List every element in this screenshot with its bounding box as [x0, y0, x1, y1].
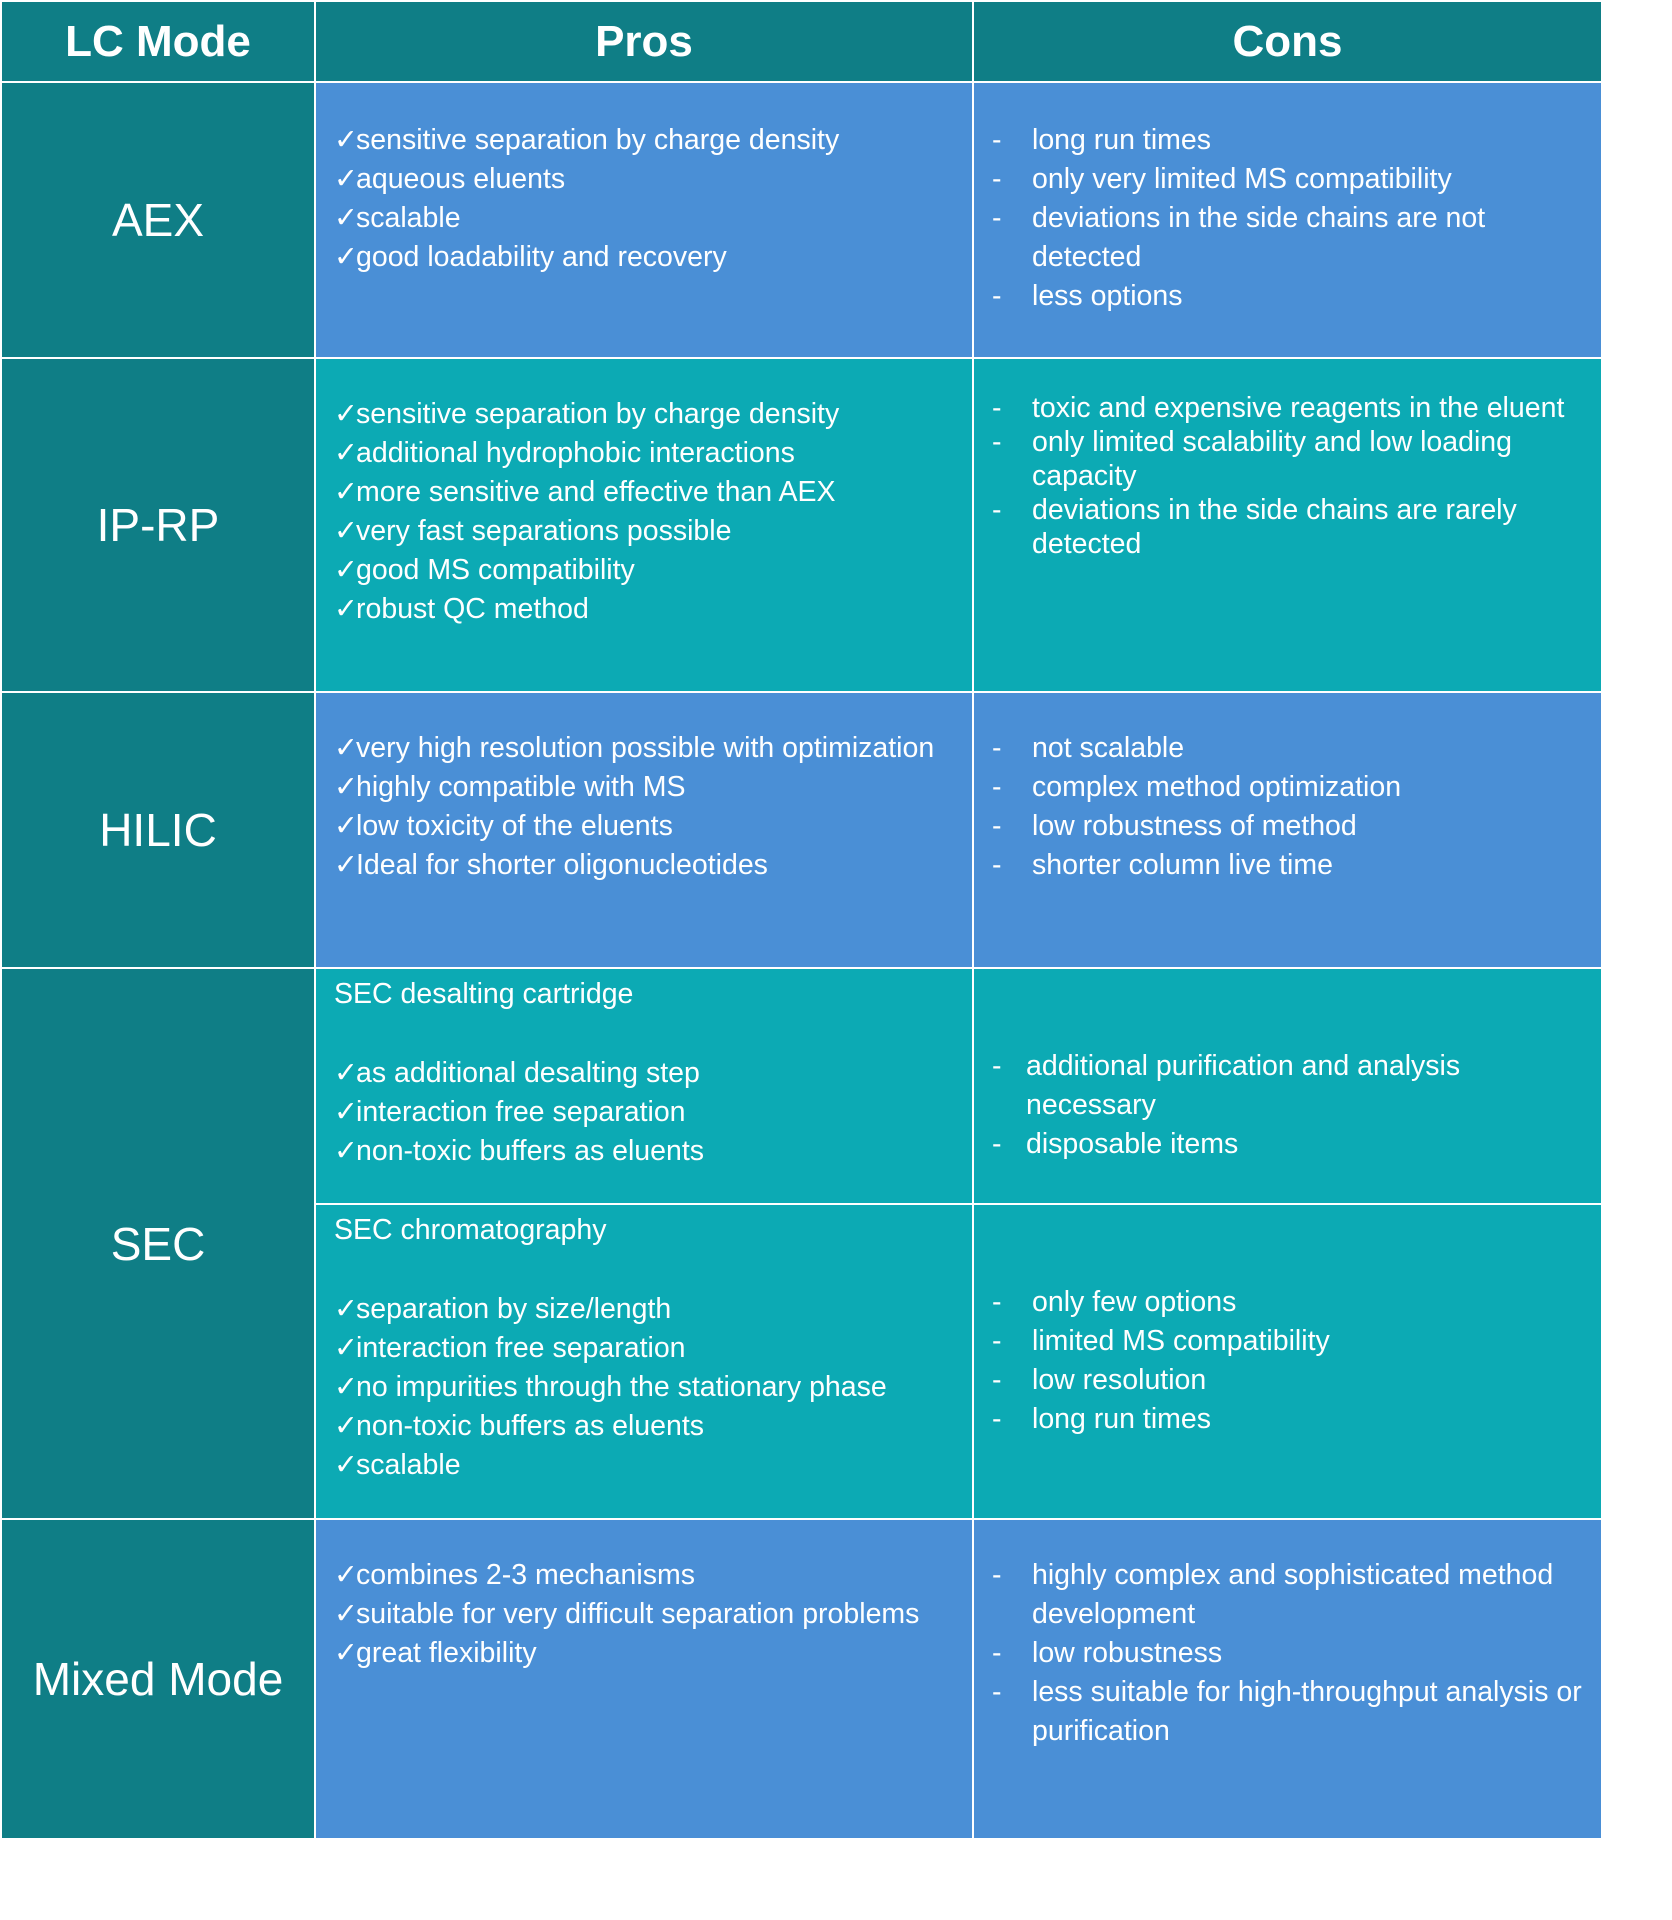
- cons-cell-sec-desalting: [974, 969, 1601, 1203]
- dash-icon: -: [992, 1050, 1002, 1082]
- pro-item: ✓ very fast separations possible: [334, 512, 962, 551]
- pro-item: ✓ scalable: [334, 1446, 962, 1485]
- pro-item: ✓ non-toxic buffers as eluents: [334, 1407, 962, 1446]
- cons-cell-aex: [974, 83, 1601, 357]
- comparison-table: [2, 2, 1601, 1838]
- dash-icon: -: [992, 426, 1002, 458]
- con-item: - long run times: [992, 1400, 1581, 1439]
- check-icon: ✓: [334, 771, 358, 803]
- check-icon: ✓: [334, 1410, 358, 1442]
- pro-item: ✓ interaction free separation: [334, 1329, 962, 1368]
- dash-icon: -: [992, 124, 1002, 156]
- con-item: - deviations in the side chains are rarely detected: [992, 494, 1517, 560]
- pros-cell-sec-chromatography: [316, 1205, 972, 1518]
- con-item: - less suitable for high-throughput analysis or purification: [992, 1673, 1587, 1751]
- mode-sec: SEC: [2, 969, 314, 1518]
- check-icon: ✓: [334, 202, 358, 234]
- dash-icon: -: [992, 1364, 1002, 1396]
- con-item: - only very limited MS compatibility: [992, 160, 1581, 199]
- con-item: - low resolution: [992, 1361, 1581, 1400]
- mode-hilic: HILIC: [2, 693, 314, 967]
- cons-cell-mixed-mode: [974, 1520, 1601, 1838]
- header-pros: Pros: [316, 2, 972, 81]
- pro-item: ✓ interaction free separation: [334, 1093, 962, 1132]
- check-icon: ✓: [334, 1293, 358, 1325]
- pro-item: ✓ scalable: [334, 199, 962, 238]
- dash-icon: -: [992, 849, 1002, 881]
- con-item: - only few options: [992, 1283, 1581, 1322]
- con-item: - low robustness: [992, 1634, 1587, 1673]
- check-icon: ✓: [334, 163, 358, 195]
- con-item: - less options: [992, 277, 1581, 316]
- pro-item: ✓ low toxicity of the eluents: [334, 807, 962, 846]
- pro-item: ✓ great flexibility: [334, 1634, 962, 1673]
- dash-icon: -: [992, 1286, 1002, 1318]
- pro-item: ✓ suitable for very difficult separation problems: [334, 1595, 962, 1634]
- header-lc-mode: LC Mode: [2, 2, 314, 81]
- check-icon: ✓: [334, 398, 358, 430]
- check-icon: ✓: [334, 1449, 358, 1481]
- con-item: - low robustness of method: [992, 807, 1581, 846]
- pro-item: ✓ separation by size/length: [334, 1290, 962, 1329]
- pros-cell-ip-rp: [316, 359, 972, 691]
- mode-ip-rp: IP-RP: [2, 359, 314, 691]
- pro-item: ✓ robust QC method: [334, 590, 962, 629]
- con-item: - not scalable: [992, 729, 1581, 768]
- cons-cell-sec-chromatography: [974, 1205, 1601, 1518]
- pro-item: ✓ combines 2-3 mechanisms: [334, 1556, 962, 1595]
- dash-icon: -: [992, 494, 1002, 526]
- con-item: - deviations in the side chains are not detected: [992, 199, 1581, 277]
- check-icon: ✓: [334, 1559, 358, 1591]
- dash-icon: -: [992, 1325, 1002, 1357]
- mode-aex: AEX: [2, 83, 314, 357]
- pro-item: ✓ non-toxic buffers as eluents: [334, 1132, 962, 1171]
- dash-icon: -: [992, 1403, 1002, 1435]
- dash-icon: -: [992, 280, 1002, 312]
- con-item: - additional purification and analysis necessary: [992, 1047, 1581, 1125]
- con-item: - shorter column live time: [992, 846, 1581, 885]
- check-icon: ✓: [334, 849, 358, 881]
- check-icon: ✓: [334, 554, 358, 586]
- con-item: - toxic and expensive reagents in the eluent: [992, 392, 1565, 424]
- check-icon: ✓: [334, 124, 358, 156]
- dash-icon: -: [992, 1559, 1002, 1591]
- subsection-title: SEC desalting cartridge: [334, 978, 634, 1010]
- pro-item: ✓ good loadability and recovery: [334, 238, 962, 277]
- pro-item: ✓ good MS compatibility: [334, 551, 962, 590]
- pro-item: ✓ highly compatible with MS: [334, 768, 962, 807]
- subsection-title: SEC chromatography: [334, 1214, 607, 1246]
- pros-cell-sec-desalting: [316, 969, 972, 1203]
- dash-icon: -: [992, 810, 1002, 842]
- dash-icon: -: [992, 1676, 1002, 1708]
- cons-cell-ip-rp: [974, 359, 1601, 691]
- con-item: - disposable items: [992, 1125, 1581, 1164]
- check-icon: ✓: [334, 1637, 358, 1669]
- pro-item: ✓ sensitive separation by charge density: [334, 395, 962, 434]
- con-item: - long run times: [992, 121, 1581, 160]
- check-icon: ✓: [334, 1332, 358, 1364]
- pros-cell-aex: [316, 83, 972, 357]
- pros-cell-hilic: [316, 693, 972, 967]
- cons-cell-hilic: [974, 693, 1601, 967]
- mode-mixed-mode: Mixed Mode: [2, 1520, 314, 1838]
- check-icon: ✓: [334, 476, 358, 508]
- pro-item: ✓ very high resolution possible with optimization: [334, 729, 962, 768]
- pro-item: ✓ more sensitive and effective than AEX: [334, 473, 962, 512]
- check-icon: ✓: [334, 241, 358, 273]
- check-icon: ✓: [334, 1598, 358, 1630]
- check-icon: ✓: [334, 1096, 358, 1128]
- pro-item: ✓ Ideal for shorter oligonucleotides: [334, 846, 962, 885]
- check-icon: ✓: [334, 1057, 358, 1089]
- dash-icon: -: [992, 1128, 1002, 1160]
- check-icon: ✓: [334, 732, 358, 764]
- dash-icon: -: [992, 202, 1002, 234]
- check-icon: ✓: [334, 810, 358, 842]
- pro-item: ✓ as additional desalting step: [334, 1054, 962, 1093]
- pro-item: ✓ additional hydrophobic interactions: [334, 434, 962, 473]
- dash-icon: -: [992, 163, 1002, 195]
- dash-icon: -: [992, 732, 1002, 764]
- con-item: - complex method optimization: [992, 768, 1581, 807]
- pro-item: ✓ aqueous eluents: [334, 160, 962, 199]
- con-item: - limited MS compatibility: [992, 1322, 1581, 1361]
- pro-item: ✓ sensitive separation by charge density: [334, 121, 962, 160]
- check-icon: ✓: [334, 1135, 358, 1167]
- con-item: - highly complex and sophisticated method development: [992, 1556, 1587, 1634]
- dash-icon: -: [992, 392, 1002, 424]
- check-icon: ✓: [334, 1371, 358, 1403]
- check-icon: ✓: [334, 437, 358, 469]
- header-cons: Cons: [974, 2, 1601, 81]
- dash-icon: -: [992, 1637, 1002, 1669]
- check-icon: ✓: [334, 515, 358, 547]
- con-item: - only limited scalability and low loading capacity: [992, 426, 1513, 492]
- pro-item: ✓ no impurities through the stationary phase: [334, 1368, 962, 1407]
- pros-cell-mixed-mode: [316, 1520, 972, 1838]
- check-icon: ✓: [334, 593, 358, 625]
- dash-icon: -: [992, 771, 1002, 803]
